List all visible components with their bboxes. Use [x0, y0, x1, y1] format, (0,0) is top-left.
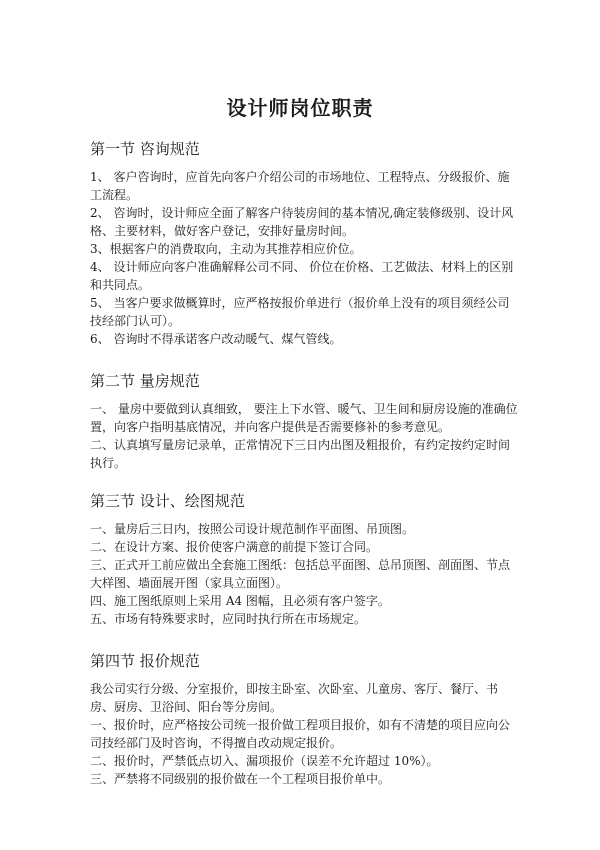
paragraph: 五、市场有特殊要求时，应同时执行所在市场规定。: [90, 612, 367, 626]
paragraph: 5、 当客户要求做概算时，应严格按报价单进行（报价单上没有的项目须经公司技经部门认可）。: [90, 296, 510, 328]
document-title: 设计师岗位职责: [226, 96, 374, 120]
paragraph: 3、根据客户的消费取向，主动为其推荐相应价位。: [90, 242, 362, 256]
paragraph: 三、正式开工前应做出全套施工图纸：包括总平面图、总吊顶图、剖面图、节点大样图、墙面展开图（家具立面图）。: [90, 558, 511, 590]
paragraph: 二、认真填写量房记录单，正常情况下三日内出图及粗报价，有约定按约定时间执行。: [90, 438, 511, 470]
paragraph: 6、 咨询时不得承诺客户改动暖气、煤气管线。: [90, 332, 342, 346]
section-heading: 第一节 咨询规范: [90, 140, 200, 158]
paragraph: 一、量房后三日内，按照公司设计规范制作平面图、吊顶图。: [90, 522, 415, 536]
paragraph: 1、 客户咨询时，应首先向客户介绍公司的市场地位、工程特点、分级报价、施工流程。: [90, 170, 510, 202]
section-consultation: [90, 138, 520, 348]
section-heading: 第二节 量房规范: [90, 372, 200, 390]
paragraph: 一、 量房中要做到认真细致， 要注上下水管、暖气、卫生间和厨房设施的准确位置，向客户指明基底情况，并向客户提供是否需要修补的参考意见。: [90, 402, 518, 434]
paragraph: 一、报价时，应严格按公司统一报价做工程项目报价，如有不清楚的项目应向公司技经部门及时咨询，不得擅自改动规定报价。: [90, 718, 511, 750]
paragraph: 二、报价时，严禁低点切入、漏项报价（误差不允许超过 10%）。: [90, 754, 439, 768]
paragraph: 四、施工图纸原则上采用 A4 图幅，且必须有客户签字。: [90, 594, 390, 608]
paragraph: 二、在设计方案、报价使客户满意的前提下签订合同。: [90, 540, 379, 554]
section-heading: 第三节 设计、绘图规范: [90, 492, 245, 510]
section-design-drawing: [90, 490, 520, 628]
section-measurement: [90, 370, 520, 472]
paragraph: 2、 咨询时，设计师应全面了解客户待装房间的基本情况,确定装修级别、设计风格、主要材料，做好客户登记，安排好量房时间。: [90, 206, 514, 238]
section-heading: 第四节 报价规范: [90, 652, 200, 670]
paragraph: 4、 设计师应向客户准确解释公司不同、 价位在价格、工艺做法、材料上的区别和共同点。: [90, 260, 514, 292]
paragraph: 三、严禁将不同级别的报价做在一个工程项目报价单中。: [90, 772, 391, 786]
section-quotation: [90, 650, 520, 788]
paragraph: 我公司实行分级、分室报价，即按主卧室、次卧室、儿童房、客厅、餐厅、书房、厨房、卫浴间、阳台等分房间。: [90, 682, 499, 714]
